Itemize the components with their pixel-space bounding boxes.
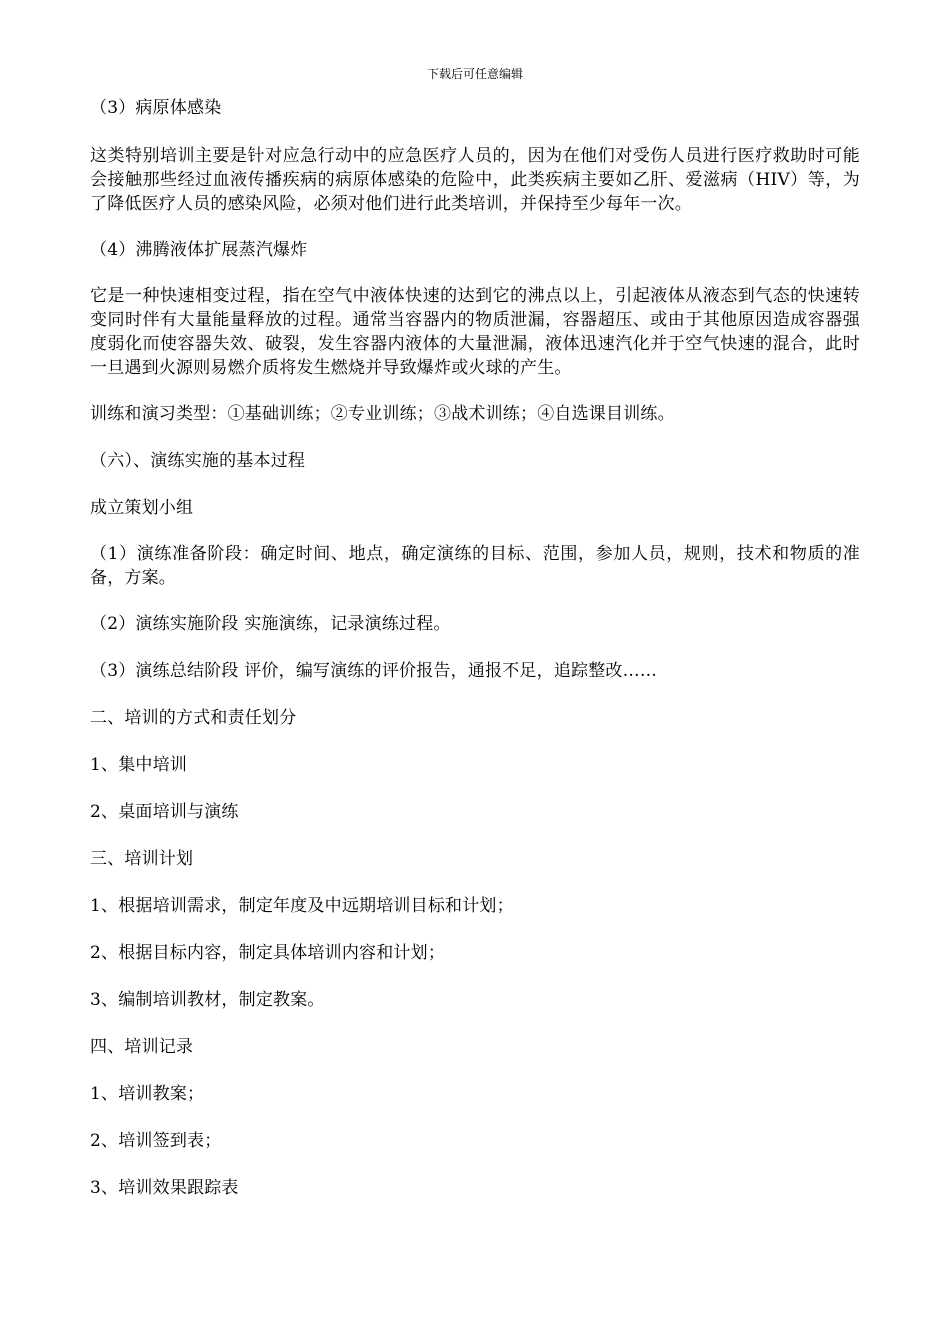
heading-pathogen-infection: （3）病原体感染 (90, 98, 222, 118)
heading-training-records: 四、培训记录 (90, 1037, 194, 1057)
paragraph-drill-preparation: （1）演练准备阶段：确定时间、地点，确定演练的目标、范围，参加人员，规则，技术和物质的准备，方案。 (90, 544, 860, 588)
document-body (90, 96, 860, 1200)
heading-training-methods: 二、培训的方式和责任划分 (90, 708, 297, 728)
list-item-plan-materials: 3、编制培训教材，制定教案。 (90, 990, 325, 1010)
paragraph-planning-group: 成立策划小组 (90, 498, 194, 518)
heading-bleve: （4）沸腾液体扩展蒸汽爆炸 (90, 240, 308, 260)
list-item-plan-targets: 1、根据培训需求，制定年度及中远期培训目标和计划； (90, 896, 514, 916)
heading-training-plan: 三、培训计划 (90, 849, 194, 869)
paragraph-drill-implementation: （2）演练实施阶段 实施演练，记录演练过程。 (90, 614, 451, 634)
paragraph-training-types: 训练和演习类型：①基础训练；②专业训练；③战术训练；④自选课目训练。 (90, 404, 675, 424)
page-header: 下载后可任意编辑 (426, 67, 523, 81)
heading-drill-process: （六）、演练实施的基本过程 (90, 451, 306, 471)
list-item-effect-tracking: 3、培训效果跟踪表 (90, 1178, 239, 1198)
list-item-sign-in-sheet: 2、培训签到表； (90, 1131, 222, 1151)
paragraph-pathogen-training: 这类特别培训主要是针对应急行动中的应急医疗人员的，因为在他们对受伤人员进行医疗救助时可能会接触那些经过血液传播疾病的病原体感染的危险中，此类疾病主要如乙肝、爱滋病（HIV）等，为了降低医疗人员的感染风险，必须对他们进行此类培训，并保持至少每年一次。 (90, 146, 860, 214)
paragraph-bleve-description: 它是一种快速相变过程，指在空气中液体快速的达到它的沸点以上，引起液体从液态到气态的快速转变同时伴有大量能量释放的过程。通常当容器内的物质泄漏，容器超压、或由于其他原因造成容器强度弱化而使容器失效、破裂，发生容器内液体的大量泄漏，液体迅速汽化并于空气快速的混合，此时一旦遇到火源则易燃介质将发生燃烧并导致爆炸或火球的产生。 (90, 286, 860, 378)
paragraph-drill-summary: （3）演练总结阶段 评价，编写演练的评价报告，通报不足，追踪整改…… (90, 661, 658, 681)
list-item-tabletop-training: 2、桌面培训与演练 (90, 802, 239, 822)
list-item-centralized-training: 1、集中培训 (90, 755, 188, 775)
list-item-lesson-plans: 1、培训教案； (90, 1084, 205, 1104)
list-item-plan-content: 2、根据目标内容，制定具体培训内容和计划； (90, 943, 446, 963)
